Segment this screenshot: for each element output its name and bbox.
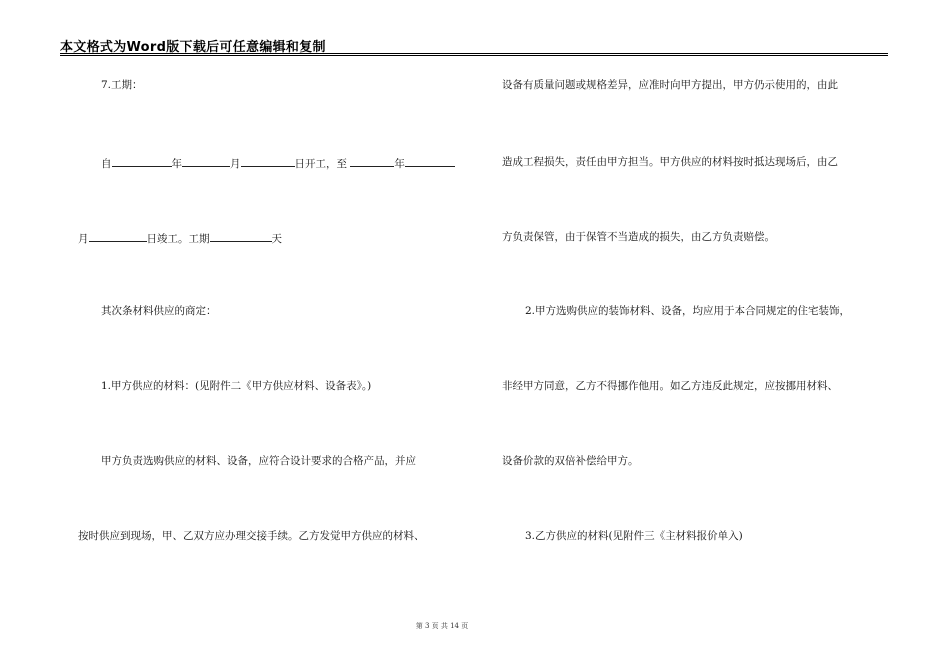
left-line-5: 1.甲方供应的材料：(见附件二《甲方供应材料、设备表》。) xyxy=(101,380,372,392)
right-line-1: 设备有质量问题或规格差异，应准时向甲方提出，甲方仍示使用的，由此 xyxy=(502,79,838,91)
text-month-2: 月 xyxy=(78,233,89,245)
right-line-3: 方负责保管，由于保管不当造成的损失，由乙方负责赔偿。 xyxy=(502,231,775,243)
right-line-5: 非经甲方同意，乙方不得挪作他用。如乙方违反此规定，应按挪用材料、 xyxy=(502,380,838,392)
page-number-footer: 第 3 页 共 14 页 xyxy=(415,622,469,630)
text-year: 年 xyxy=(171,158,182,170)
left-line-2 xyxy=(101,155,455,171)
blank-end-month xyxy=(405,155,455,167)
right-line-7: 3.乙方供应的材料(见附件三《主材料报价单入) xyxy=(525,530,743,542)
text-complete: 日竣工。工期 xyxy=(146,233,210,245)
blank-end-day xyxy=(89,230,147,242)
document-header-title: 本文格式为Word版下载后可任意编辑和复制 xyxy=(60,40,326,55)
right-line-2: 造成工程损失，责任由甲方担当。甲方供应的材料按时抵达现场后，由乙 xyxy=(502,156,838,168)
text-month: 月 xyxy=(230,158,241,170)
left-line-3 xyxy=(78,230,282,246)
blank-start-day xyxy=(241,155,295,167)
text-days: 天 xyxy=(271,233,282,245)
blank-start-month xyxy=(182,155,230,167)
left-line-6: 甲方负责选购供应的材料、设备，应符合设计要求的合格产品，并应 xyxy=(101,455,416,467)
header-rule xyxy=(60,53,888,56)
text-from: 自 xyxy=(101,158,112,170)
text-start-work: 日开工，至 xyxy=(294,158,347,170)
left-line-4: 其次条材料供应的商定： xyxy=(101,305,217,317)
blank-start-year xyxy=(112,155,172,167)
right-line-4: 2.甲方选购供应的装饰材料、设备，均应用于本合同规定的住宅装饰， xyxy=(525,305,851,317)
right-line-6: 设备价款的双倍补偿给甲方。 xyxy=(502,455,639,467)
text-year-2: 年 xyxy=(394,158,405,170)
left-line-1: 7.工期： xyxy=(101,79,143,91)
blank-end-year-prefix xyxy=(350,155,394,167)
blank-duration xyxy=(210,230,272,242)
left-line-7: 按时供应到现场，甲、乙双方应办理交接手续。乙方发觉甲方供应的材料、 xyxy=(78,530,425,542)
